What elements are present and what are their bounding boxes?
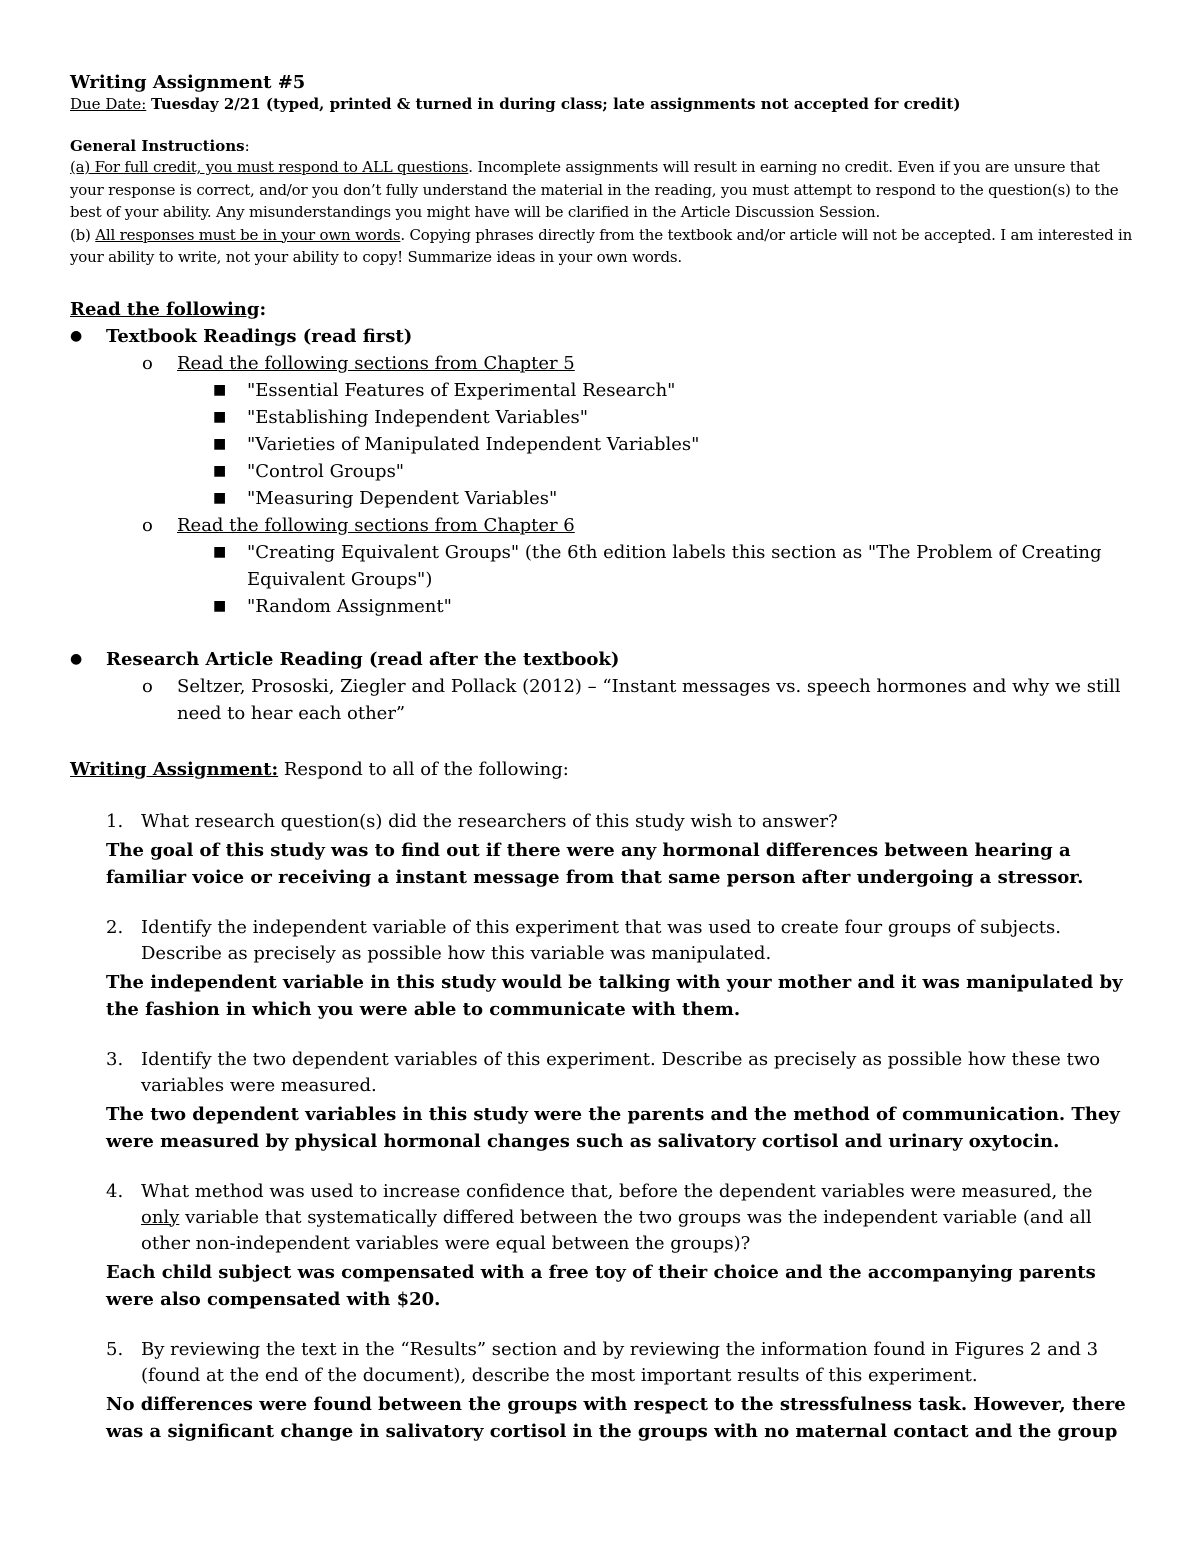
square-bullet-icon: ■ <box>213 462 227 479</box>
answer-4: Each child subject was compensated with a free toy of their choice and the accompanying parents were also compensated with $20. <box>106 1261 1096 1310</box>
question-2: 2. Identify the independent variable of this experiment that was used to create four groups of subjects. Describe as precisely as possible how this variable was manipulated. <box>106 916 1061 964</box>
bullet-icon: ● <box>70 650 83 667</box>
section-item: ■ "Establishing Independent Variables" <box>70 404 1135 431</box>
due-date-value: Tuesday 2/21 (typed, printed & turned in during class; late assignments not accepted for credit) <box>151 95 961 113</box>
due-date-label: Due Date: <box>70 95 147 113</box>
chapter6-item: o Read the following sections from Chapter 6 <box>70 512 1135 539</box>
answer-1: The goal of this study was to find out if there were any hormonal differences between hearing a familiar voice or receiving a instant message from that same person after undergoing a stressor. <box>106 839 1084 888</box>
answer-5: No differences were found between the groups with respect to the stressfulness task. However, there was a significant change in salivatory cortisol in the groups with no maternal contact and the group <box>106 1393 1126 1442</box>
question-5: 5. By reviewing the text in the “Results” section and by reviewing the information found in Figures 2 and 3 (found at the end of the document), describe the most important results of this experiment. <box>106 1338 1099 1386</box>
article-reading-item: ● Research Article Reading (read after the textbook) <box>70 646 1135 673</box>
chapter5-item: o Read the following sections from Chapter 5 <box>70 350 1135 377</box>
section-item: ■ "Creating Equivalent Groups" (the 6th edition labels this section as "The Problem of Creating Equivalent Groups") <box>70 539 1135 593</box>
section-item: ■ "Measuring Dependent Variables" <box>70 485 1135 512</box>
article-citation: o Seltzer, Prososki, Ziegler and Pollack (2012) – “Instant messages vs. speech hormones and why we still need to hear each other” <box>70 673 1135 727</box>
square-bullet-icon: ■ <box>213 408 227 425</box>
question-3: 3. Identify the two dependent variables of this experiment. Describe as precisely as possible how these two variables were measured. <box>106 1048 1101 1096</box>
circle-bullet-icon: o <box>142 352 153 374</box>
section-item: ■ "Control Groups" <box>70 458 1135 485</box>
general-instructions-heading: General Instructions: <box>70 137 250 155</box>
question-1: 1. What research question(s) did the researchers of this study wish to answer? <box>106 810 838 832</box>
square-bullet-icon: ■ <box>213 381 227 398</box>
circle-bullet-icon: o <box>142 675 153 697</box>
textbook-readings-item: ● Textbook Readings (read first) <box>70 323 1135 350</box>
circle-bullet-icon: o <box>142 514 153 536</box>
document-page <box>70 72 1135 1445</box>
answer-2: The independent variable in this study would be talking with your mother and it was manipulated by the fashion in which you were able to communicate with them. <box>106 971 1123 1020</box>
due-date-line <box>70 94 1135 114</box>
reading-heading: Read the following: <box>70 298 267 320</box>
square-bullet-icon: ■ <box>213 489 227 506</box>
section-item: ■ "Essential Features of Experimental Research" <box>70 377 1135 404</box>
writing-assignment-heading: Writing Assignment: Respond to all of the following: <box>70 758 569 780</box>
section-item: ■ "Random Assignment" <box>70 593 1135 620</box>
bullet-icon: ● <box>70 327 83 344</box>
square-bullet-icon: ■ <box>213 435 227 452</box>
answer-3: The two dependent variables in this study were the parents and the method of communication. They were measured by physical hormonal changes such as salivatory cortisol and urinary oxytocin. <box>106 1103 1120 1152</box>
instruction-a: (a) For full credit, you must respond to ALL questions. Incomplete assignments will result in earning no credit. Even if you are unsure that your response is correct, and/or you don’t fully understand the material in the reading, you must attempt to respond to the question(s) to the best of your ability. Any misunderstandings you might have will be clarified in the Article Discussion Session. <box>70 158 1119 221</box>
document-title: Writing Assignment #5 <box>70 72 306 93</box>
section-item: ■ "Varieties of Manipulated Independent Variables" <box>70 431 1135 458</box>
question-4: 4. What method was used to increase confidence that, before the dependent variables were measured, the only variable that systematically differed between the two groups was the independent variable (and all other non-independent variables were equal between the groups)? <box>106 1180 1093 1254</box>
instruction-b: (b) All responses must be in your own words. Copying phrases directly from the textbook and/or article will not be accepted. I am interested in your ability to write, not your ability to copy! Summarize ideas in your own words. <box>70 225 1133 266</box>
square-bullet-icon: ■ <box>213 543 227 560</box>
square-bullet-icon: ■ <box>213 597 227 614</box>
